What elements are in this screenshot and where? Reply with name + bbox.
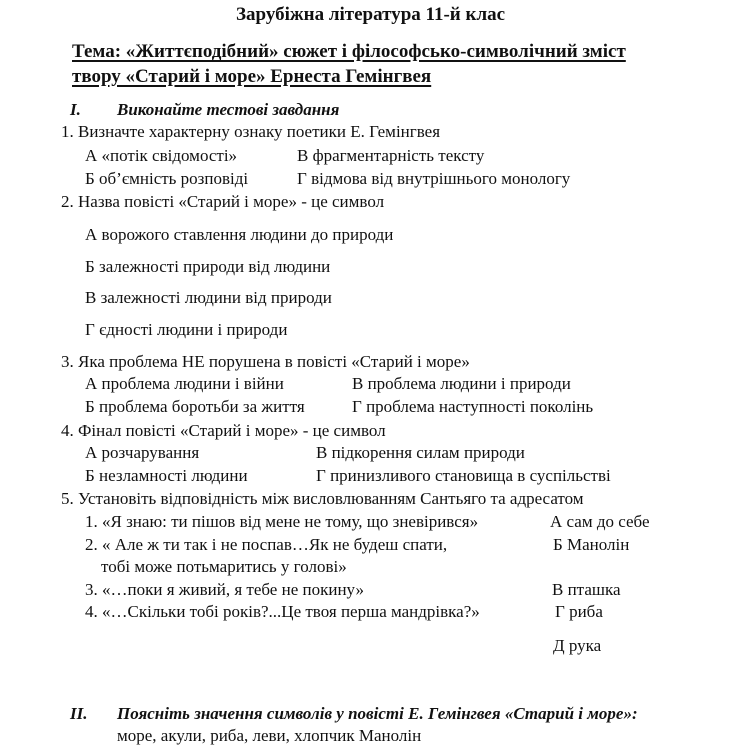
q5-item-2: 2. « Але ж ти так і не поспав…Як не будеш спати, bbox=[85, 535, 448, 554]
q3-option-v: В проблема людини і природи bbox=[352, 374, 571, 393]
section-2-title: Поясніть значення символів у повісті Е. Гемінгвея «Старий і море»: bbox=[117, 704, 638, 723]
q5-answer-b: Б Манолін bbox=[553, 535, 630, 554]
q5-item-1: 1. «Я знаю: ти пішов від мене не тому, що зневірився» bbox=[85, 512, 479, 531]
q5-item-4: 4. «…Скільки тобі років?...Це твоя перша мандрівка?» bbox=[85, 602, 480, 621]
q4-option-g: Г принизливого становища в суспільстві bbox=[316, 466, 611, 485]
q1-text: 1. Визначте характерну ознаку поетики Е. Гемінгвея bbox=[61, 122, 441, 141]
q3-option-b: Б проблема боротьби за життя bbox=[85, 397, 305, 416]
q5-answer-a: А сам до себе bbox=[550, 512, 650, 531]
q4-option-a: А розчарування bbox=[85, 443, 200, 462]
q5-answer-d: Д рука bbox=[553, 636, 602, 655]
q4-option-b: Б незламності людини bbox=[85, 466, 248, 485]
section-2-symbols: море, акули, риба, леви, хлопчик Манолін bbox=[117, 726, 422, 745]
q5-answer-v: В пташка bbox=[552, 580, 621, 599]
q1-option-g: Г відмова від внутрішнього монологу bbox=[297, 169, 571, 188]
q1-option-a: А «потік свідомості» bbox=[85, 146, 238, 165]
q2-option-b: Б залежності природи від людини bbox=[85, 257, 331, 276]
q2-text: 2. Назва повісті «Старий і море» - це символ bbox=[61, 192, 385, 211]
q4-text: 4. Фінал повісті «Старий і море» - це символ bbox=[61, 421, 386, 440]
q1-option-v: В фрагментарність тексту bbox=[297, 146, 485, 165]
q3-option-g: Г проблема наступності поколінь bbox=[352, 397, 594, 416]
q2-option-a: А ворожого ставлення людини до природи bbox=[85, 225, 394, 244]
topic-line-1: Тема: «Життєподібний» сюжет і філософсько-символічний зміст bbox=[72, 41, 626, 62]
q5-item-2-continued: тобі може потьмаритись у голові» bbox=[101, 557, 347, 576]
section-2-number: II. bbox=[70, 704, 88, 723]
q3-option-a: А проблема людини і війни bbox=[85, 374, 284, 393]
topic-line-2: твору «Старий і море» Ернеста Гемінгвея bbox=[72, 66, 432, 87]
q2-option-g: Г єдності людини і природи bbox=[85, 320, 288, 339]
page-title: Зарубіжна література 11-й клас bbox=[236, 4, 506, 25]
q4-option-v: В підкорення силам природи bbox=[316, 443, 525, 462]
q2-option-v: В залежності людини від природи bbox=[85, 288, 332, 307]
q5-answer-g: Г риба bbox=[555, 602, 603, 621]
section-1-title: Виконайте тестові завдання bbox=[117, 100, 340, 119]
section-1-number: I. bbox=[70, 100, 81, 119]
q5-text: 5. Установіть відповідність між висловлюванням Сантьяго та адресатом bbox=[61, 489, 584, 508]
q3-text: 3. Яка проблема НЕ порушена в повісті «Старий і море» bbox=[61, 352, 470, 371]
q5-item-3: 3. «…поки я живий, я тебе не покину» bbox=[85, 580, 364, 599]
q1-option-b: Б об’ємність розповіді bbox=[85, 169, 249, 188]
